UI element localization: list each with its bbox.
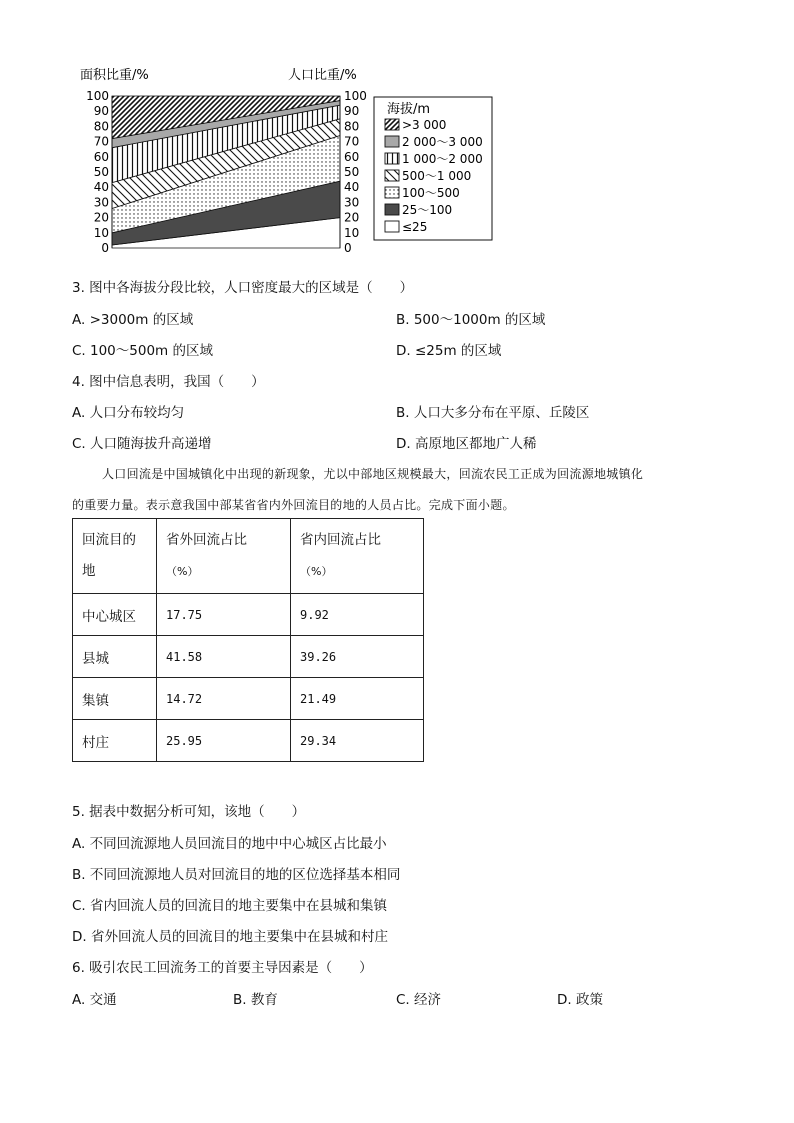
- legend-label: 100～500: [402, 186, 460, 200]
- right-tick-label: 20: [344, 210, 360, 225]
- legend-swatch: [385, 204, 399, 215]
- header-destination-line2: 地: [82, 563, 96, 579]
- q6-option-a: A. 交通: [72, 992, 117, 1008]
- q5-stem: 5. 据表中数据分析可知，该地（ ）: [72, 804, 306, 820]
- cell-out: 17.75: [157, 594, 291, 636]
- q5-option-c: C. 省内回流人员的回流目的地主要集中在县城和集镇: [72, 898, 388, 914]
- header-out-line2: （%）: [166, 565, 199, 578]
- cell-place: 中心城区: [73, 594, 157, 636]
- left-tick-label: 0: [101, 241, 109, 255]
- right-tick-label: 90: [344, 104, 360, 119]
- left-tick-label: 10: [93, 225, 109, 240]
- left-tick-label: 50: [93, 165, 109, 179]
- q5-option-b: B. 不同回流源地人员对回流目的地的区位选择基本相同: [72, 867, 401, 883]
- q4-option-d: D. 高原地区都地广人稀: [396, 436, 537, 452]
- header-in-line2: （%）: [300, 565, 333, 578]
- return-destination-table: [72, 518, 424, 762]
- legend-swatch: [385, 187, 399, 198]
- cell-in: 21.49: [291, 678, 424, 720]
- cell-place: 村庄: [73, 720, 157, 762]
- q3-option-d: D. ≤25m 的区域: [396, 343, 502, 359]
- left-tick-label: 90: [93, 104, 109, 119]
- header-out-line1: 省外回流占比: [166, 532, 247, 548]
- right-tick-label: 100: [344, 89, 367, 103]
- right-tick-label: 60: [344, 149, 360, 164]
- left-tick-label: 30: [93, 195, 109, 210]
- q3-option-b: B. 500～1000m 的区域: [396, 312, 546, 328]
- q6-option-b: B. 教育: [233, 992, 278, 1008]
- right-tick-label: 0: [344, 241, 352, 255]
- left-tick-label: 60: [93, 149, 109, 164]
- left-tick-label: 100: [86, 89, 109, 103]
- table-row: [73, 594, 424, 636]
- q6-option-c: C. 经济: [396, 992, 442, 1008]
- q6-option-d: D. 政策: [557, 992, 603, 1008]
- left-tick-label: 80: [93, 119, 109, 134]
- cell-out: 25.95: [157, 720, 291, 762]
- left-tick-label: 70: [93, 134, 109, 149]
- legend-label: >3 000: [402, 118, 447, 132]
- left-axis-label: 面积比重/%: [80, 68, 149, 83]
- chart-bands: [112, 96, 340, 248]
- cell-in: 29.34: [291, 720, 424, 762]
- table-header-row: [73, 519, 424, 594]
- legend-label: 1 000～2 000: [402, 152, 483, 166]
- q4-option-b: B. 人口大多分布在平原、丘陵区: [396, 405, 590, 421]
- right-tick-label: 10: [344, 225, 360, 240]
- table-row: [73, 720, 424, 762]
- legend-label: 25～100: [402, 203, 453, 217]
- right-tick-label: 40: [344, 180, 360, 195]
- cell-out: 41.58: [157, 636, 291, 678]
- q4-option-a: A. 人口分布较均匀: [72, 405, 185, 421]
- header-in-province: [291, 519, 424, 594]
- cell-in: 39.26: [291, 636, 424, 678]
- passage-line-2: 的重要力量。表示意我国中部某省省内外回流目的地的人员占比。完成下面小题。: [72, 498, 515, 512]
- header-destination: [73, 519, 157, 594]
- cell-out: 14.72: [157, 678, 291, 720]
- table-row: [73, 678, 424, 720]
- q4-stem: 4. 图中信息表明，我国（ ）: [72, 374, 265, 390]
- q3-option-a: A. >3000m 的区域: [72, 312, 194, 328]
- altitude-chart: [0, 0, 794, 262]
- q4-option-c: C. 人口随海拔升高递增: [72, 436, 212, 452]
- right-tick-label: 80: [344, 119, 360, 134]
- legend-label: 2 000～3 000: [402, 135, 483, 149]
- header-out-province: [157, 519, 291, 594]
- q6-stem: 6. 吸引农民工回流务工的首要主导因素是（ ）: [72, 960, 373, 976]
- right-tick-label: 30: [344, 195, 360, 210]
- q3-stem: 3. 图中各海拔分段比较，人口密度最大的区域是（ ）: [72, 280, 414, 296]
- header-in-line1: 省内回流占比: [300, 532, 381, 548]
- cell-in: 9.92: [291, 594, 424, 636]
- legend-label: 500～1 000: [402, 169, 472, 183]
- legend-swatch: [385, 153, 399, 164]
- legend-swatch: [385, 221, 399, 232]
- table-row: [73, 636, 424, 678]
- right-axis-label: 人口比重/%: [288, 68, 357, 83]
- cell-place: 县城: [73, 636, 157, 678]
- q3-option-c: C. 100～500m 的区域: [72, 343, 213, 359]
- left-tick-label: 20: [93, 210, 109, 225]
- right-tick-label: 50: [344, 165, 360, 179]
- legend-label: ≤25: [402, 220, 428, 234]
- passage-line-1: 人口回流是中国城镇化中出现的新现象，尤以中部地区规模最大，回流农民工正成为回流源地城镇化: [102, 467, 644, 481]
- legend-swatch: [385, 170, 399, 181]
- cell-place: 集镇: [73, 678, 157, 720]
- left-tick-label: 40: [93, 180, 109, 195]
- header-destination-line1: 回流目的: [82, 532, 136, 548]
- legend-title: 海拔/m: [387, 102, 431, 117]
- q5-option-a: A. 不同回流源地人员回流目的地中中心城区占比最小: [72, 836, 387, 852]
- right-tick-label: 70: [344, 134, 360, 149]
- q5-option-d: D. 省外回流人员的回流目的地主要集中在县城和村庄: [72, 929, 388, 945]
- legend-swatch: [385, 119, 399, 130]
- legend-swatch: [385, 136, 399, 147]
